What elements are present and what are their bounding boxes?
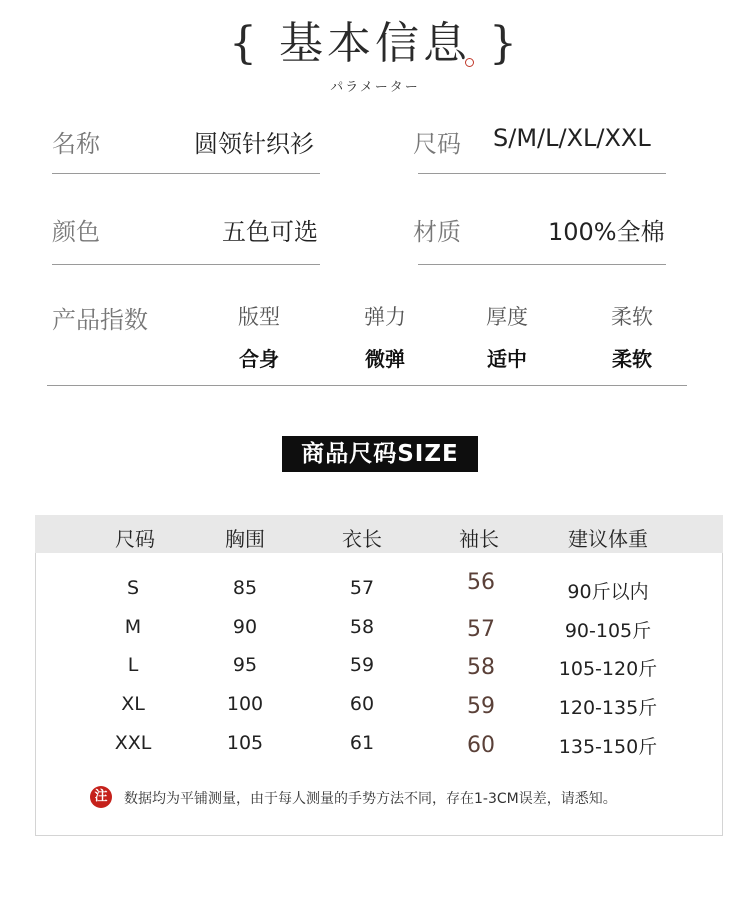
table-cell-sleeve: 59	[467, 694, 495, 719]
table-header-weight: 建议体重	[568, 527, 648, 551]
table-cell-sleeve: 58	[467, 655, 495, 680]
index-value-thickness: 适中	[487, 347, 527, 371]
table-cell-length: 61	[349, 732, 375, 754]
table-header-chest: 胸围	[225, 527, 265, 551]
table-cell-chest: 90	[232, 616, 258, 638]
index-name-elasticity: 弹力	[364, 305, 406, 329]
table-cell-chest: 95	[232, 654, 258, 676]
table-cell-size: L	[127, 654, 139, 676]
page-subtitle: パラメーター	[330, 80, 420, 95]
table-cell-weight: 135-150斤	[558, 736, 658, 758]
index-value-softness: 柔软	[612, 347, 652, 371]
table-header-sleeve: 袖长	[459, 527, 499, 551]
index-name-softness: 柔软	[611, 305, 653, 329]
table-cell-chest: 105	[226, 732, 264, 754]
note-icon: 注	[90, 786, 112, 808]
table-cell-sleeve: 60	[467, 733, 495, 758]
table-cell-weight: 120-135斤	[558, 697, 658, 719]
size-label: 尺码	[413, 130, 461, 158]
table-cell-size: XXL	[114, 732, 152, 754]
divider	[52, 264, 320, 265]
page-title-row	[0, 14, 750, 74]
size-value: S/M/L/XL/XXL	[493, 124, 651, 152]
table-cell-length: 58	[349, 616, 375, 638]
color-label: 颜色	[52, 218, 100, 246]
index-name-thickness: 厚度	[486, 305, 528, 329]
color-value: 五色可选	[222, 218, 318, 246]
table-cell-weight: 90斤以内	[567, 581, 649, 603]
index-value-elasticity: 微弹	[365, 347, 405, 371]
table-cell-weight: 90-105斤	[564, 620, 652, 642]
divider	[418, 264, 666, 265]
table-cell-sleeve: 56	[467, 570, 495, 595]
table-cell-chest: 100	[226, 693, 264, 715]
divider	[47, 385, 687, 386]
table-cell-length: 60	[349, 693, 375, 715]
table-header-size: 尺码	[115, 527, 155, 551]
left-brace-decoration: {	[229, 18, 261, 69]
table-cell-length: 57	[349, 577, 375, 599]
divider	[418, 173, 666, 174]
index-name-fit: 版型	[238, 305, 280, 329]
product-index-label: 产品指数	[52, 306, 148, 334]
material-value: 100%全棉	[548, 218, 665, 246]
table-cell-size: XL	[121, 693, 145, 715]
table-cell-chest: 85	[232, 577, 258, 599]
table-cell-sleeve: 57	[467, 617, 495, 642]
material-label: 材质	[413, 218, 461, 246]
page-title: 基本信息	[279, 18, 471, 69]
table-cell-weight: 105-120斤	[558, 658, 658, 680]
size-section-banner: 商品尺码SIZE	[282, 436, 478, 472]
index-value-fit: 合身	[239, 347, 279, 371]
name-label: 名称	[52, 130, 100, 158]
right-brace-decoration: }	[489, 18, 521, 69]
divider	[52, 173, 320, 174]
table-header-length: 衣长	[342, 527, 382, 551]
measurement-note: 数据均为平铺测量，由于每人测量的手势方法不同，存在1-3CM误差，请悉知。	[124, 791, 617, 807]
name-value: 圆领针织衫	[194, 130, 314, 158]
table-cell-size: M	[124, 616, 142, 638]
table-cell-length: 59	[349, 654, 375, 676]
table-cell-size: S	[126, 577, 140, 599]
red-dot-icon	[465, 58, 474, 67]
